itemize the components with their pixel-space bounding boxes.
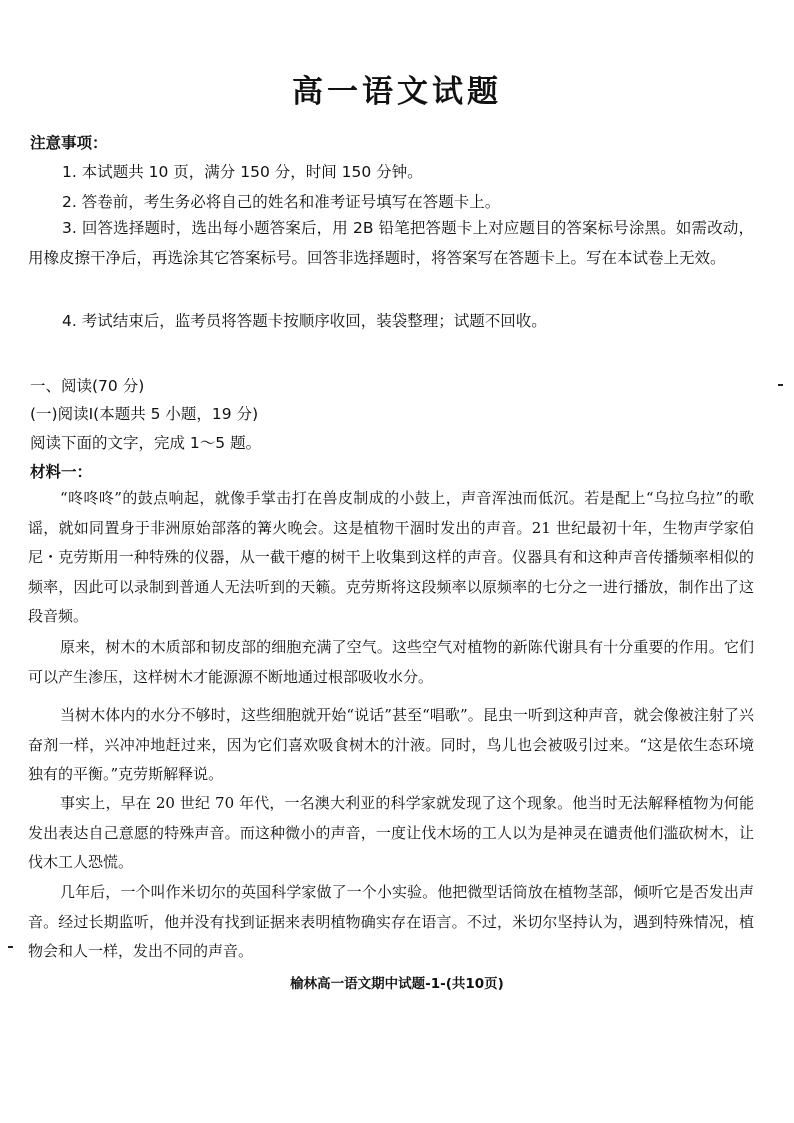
notice-heading: 注意事项： — [30, 134, 108, 152]
paragraph-4: 事实上，早在 20 世纪 70 年代，一名澳大利亚的科学家就发现了这个现象。他当时无法解释植物为何能发出表达自己意愿的特殊声音。而这种微小的声音，一度让伐木场的工人以为是神灵在谴责他们滥砍树木，让伐木工人恐慌。 — [28, 794, 754, 872]
scan-mark — [778, 384, 783, 386]
paragraph-1: “咚咚咚”的鼓点响起，就像手掌击打在兽皮制成的小鼓上，声音浑浊而低沉。若是配上“乌拉乌拉”的歌谣，就如同置身于非洲原始部落的篝火晚会。这是植物干涸时发出的声音。21 世纪最初十年，生物声学家伯尼・克劳斯用一种特殊的仪器，从一截干瘪的树干上收集到这样的声音。仪器具有和这种声音传播频率相似的频率，因此可以录制到普通人无法听到的天籁。克劳斯将这段频率以原频率的七分之一进行播放，制作出了这段音频。 — [28, 489, 754, 626]
paragraph-5: 几年后，一个叫作米切尔的英国科学家做了一个小实验。他把微型话筒放在植物茎部，倾听它是否发出声音。经过长期监听，他并没有找到证据来表明植物确实存在语言。不过，米切尔坚持认为，遇到特殊情况，植物会和人一样，发出不同的声音。 — [28, 883, 754, 961]
material-label: 材料一： — [30, 463, 93, 481]
notice-item-2: 2. 答卷前，考生务必将自己的姓名和准考证号填写在答题卡上。 — [62, 193, 501, 211]
page-footer: 榆林高一语文期中试题-1-(共10页) — [290, 976, 504, 992]
notice-item-4: 4. 考试结束后，监考员将答题卡按顺序收回，装袋整理；试题不回收。 — [62, 312, 547, 330]
subsection-title: (一)阅读Ⅰ(本题共 5 小题，19 分) — [30, 405, 259, 423]
exam-title: 高一语文试题 — [292, 74, 502, 110]
paragraph-2: 原来，树木的木质部和韧皮部的细胞充满了空气。这些空气对植物的新陈代谢具有十分重要的作用。它们可以产生渗压，这样树木才能源源不断地通过根部吸收水分。 — [28, 638, 754, 686]
paragraph-3: 当树木体内的水分不够时，这些细胞就开始“说话”甚至“唱歌”。昆虫一听到这种声音，就会像被注射了兴奋剂一样，兴冲冲地赶过来，因为它们喜欢吸食树木的汁液。同时，鸟儿也会被吸引过来。“这是依生态环境独有的平衡。”克劳斯解释说。 — [28, 706, 754, 784]
notice-item-1: 1. 本试题共 10 页，满分 150 分，时间 150 分钟。 — [62, 163, 423, 181]
scan-mark — [8, 946, 13, 948]
notice-item-3: 3. 回答选择题时，选出每小题答案后，用 2B 铅笔把答题卡上对应题目的答案标号涂黑。如需改动，用橡皮擦干净后，再选涂其它答案标号。回答非选择题时，将答案写在答题卡上。写在本试卷上无效。 — [28, 219, 754, 267]
reading-instruction: 阅读下面的文字，完成 1～5 题。 — [30, 434, 262, 452]
section-title: 一、阅读(70 分) — [30, 377, 145, 395]
